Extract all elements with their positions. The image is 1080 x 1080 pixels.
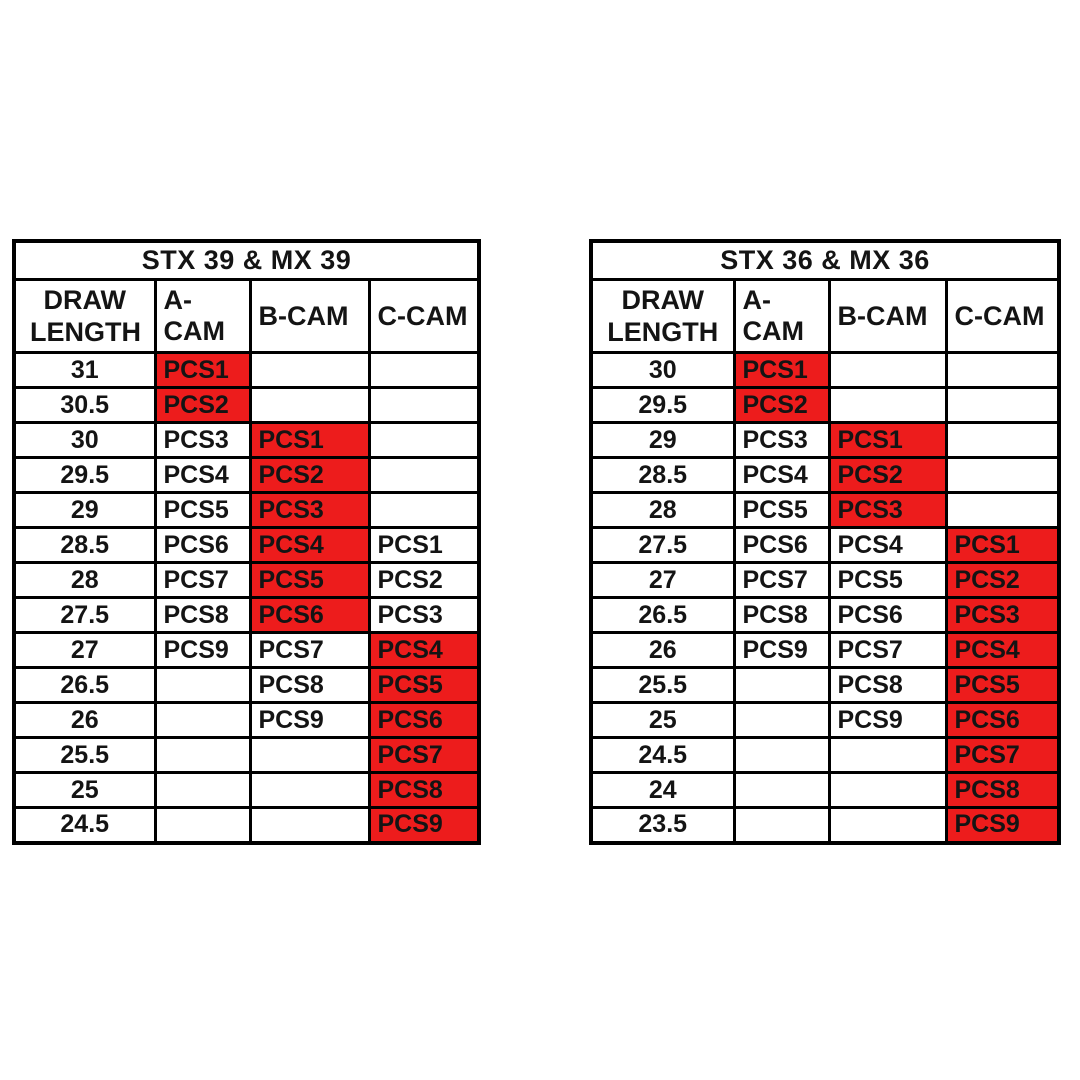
table-row: [14, 423, 479, 458]
table-row: [591, 703, 1059, 738]
draw-length-cell: 30: [591, 353, 734, 388]
draw-length-cell: 28: [591, 493, 734, 528]
table-row: [14, 528, 479, 563]
c-cam-cell-highlighted: PCS1: [946, 528, 1059, 563]
a-cam-cell: [734, 808, 829, 843]
c-cam-cell: PCS3: [369, 598, 479, 633]
a-cam-cell: PCS8: [734, 598, 829, 633]
a-cam-cell: [155, 808, 250, 843]
a-cam-cell: PCS4: [734, 458, 829, 493]
table-row: [14, 598, 479, 633]
b-cam-cell: PCS8: [829, 668, 946, 703]
c-cam-cell: PCS2: [369, 563, 479, 598]
b-cam-cell: PCS7: [250, 633, 369, 668]
c-cam-cell-highlighted: PCS9: [369, 808, 479, 843]
table-row: [14, 633, 479, 668]
table-row: [591, 493, 1059, 528]
col-header-draw-length: DRAW LENGTH: [14, 280, 155, 353]
c-cam-cell: [946, 388, 1059, 423]
draw-length-cell: 26.5: [14, 668, 155, 703]
b-cam-cell: [829, 353, 946, 388]
table-row: [591, 528, 1059, 563]
draw-length-cell: 29: [14, 493, 155, 528]
col-header-c-cam: C-CAM: [369, 280, 479, 353]
b-cam-cell: [250, 738, 369, 773]
draw-length-cell: 27.5: [14, 598, 155, 633]
table-row: [591, 668, 1059, 703]
b-cam-cell-highlighted: PCS5: [250, 563, 369, 598]
a-cam-cell: [734, 703, 829, 738]
a-cam-cell: PCS6: [155, 528, 250, 563]
c-cam-cell-highlighted: PCS4: [369, 633, 479, 668]
draw-length-cell: 30: [14, 423, 155, 458]
b-cam-cell: PCS5: [829, 563, 946, 598]
b-cam-cell: PCS9: [829, 703, 946, 738]
table-title: STX 39 & MX 39: [14, 241, 479, 280]
table-row: [591, 633, 1059, 668]
a-cam-cell: PCS7: [734, 563, 829, 598]
a-cam-cell: PCS7: [155, 563, 250, 598]
table-row: [14, 353, 479, 388]
table-row: [591, 423, 1059, 458]
b-cam-cell-highlighted: PCS1: [829, 423, 946, 458]
table-title-row: [14, 241, 479, 280]
table-row: [591, 388, 1059, 423]
table-row: [591, 738, 1059, 773]
col-header-a-cam: A-CAM: [734, 280, 829, 353]
draw-length-cell: 27: [14, 633, 155, 668]
a-cam-cell: PCS9: [734, 633, 829, 668]
table-row: [591, 598, 1059, 633]
col-header-a-cam: A-CAM: [155, 280, 250, 353]
draw-length-cell: 26.5: [591, 598, 734, 633]
c-cam-cell-highlighted: PCS8: [946, 773, 1059, 808]
col-header-b-cam: B-CAM: [829, 280, 946, 353]
table-row: [14, 668, 479, 703]
c-cam-cell: [369, 458, 479, 493]
table-row: [591, 353, 1059, 388]
draw-length-cell: 28: [14, 563, 155, 598]
a-cam-cell: PCS3: [155, 423, 250, 458]
b-cam-cell: PCS7: [829, 633, 946, 668]
table-row: [591, 773, 1059, 808]
draw-length-cell: 24.5: [591, 738, 734, 773]
b-cam-cell-highlighted: PCS3: [250, 493, 369, 528]
b-cam-cell: [829, 773, 946, 808]
c-cam-cell-highlighted: PCS3: [946, 598, 1059, 633]
draw-length-cell: 25.5: [591, 668, 734, 703]
c-cam-cell-highlighted: PCS7: [369, 738, 479, 773]
draw-length-cell: 26: [14, 703, 155, 738]
col-header-b-cam: B-CAM: [250, 280, 369, 353]
a-cam-cell-highlighted: PCS2: [155, 388, 250, 423]
b-cam-cell-highlighted: PCS6: [250, 598, 369, 633]
table-stx36-mx36: [589, 239, 1061, 845]
a-cam-cell: PCS6: [734, 528, 829, 563]
b-cam-cell: [250, 808, 369, 843]
a-cam-cell-highlighted: PCS1: [155, 353, 250, 388]
draw-length-cell: 29.5: [14, 458, 155, 493]
table-row: [14, 458, 479, 493]
c-cam-cell: [369, 353, 479, 388]
col-header-c-cam: C-CAM: [946, 280, 1059, 353]
table-title: STX 36 & MX 36: [591, 241, 1059, 280]
b-cam-cell: [829, 388, 946, 423]
b-cam-cell-highlighted: PCS2: [829, 458, 946, 493]
draw-length-cell: 31: [14, 353, 155, 388]
draw-length-cell: 29.5: [591, 388, 734, 423]
table-row: [14, 703, 479, 738]
table-header-row: [591, 280, 1059, 353]
b-cam-cell: [829, 738, 946, 773]
c-cam-cell: [946, 493, 1059, 528]
c-cam-cell-highlighted: PCS5: [946, 668, 1059, 703]
c-cam-cell: [946, 458, 1059, 493]
b-cam-cell: PCS8: [250, 668, 369, 703]
draw-length-cell: 25.5: [14, 738, 155, 773]
a-cam-cell: PCS5: [734, 493, 829, 528]
a-cam-cell: [734, 773, 829, 808]
a-cam-cell: PCS4: [155, 458, 250, 493]
draw-length-cell: 23.5: [591, 808, 734, 843]
a-cam-cell: [155, 773, 250, 808]
c-cam-cell-highlighted: PCS5: [369, 668, 479, 703]
table-row: [591, 458, 1059, 493]
b-cam-cell-highlighted: PCS2: [250, 458, 369, 493]
a-cam-cell: [734, 738, 829, 773]
a-cam-cell-highlighted: PCS1: [734, 353, 829, 388]
table-row: [14, 563, 479, 598]
draw-length-cell: 27: [591, 563, 734, 598]
c-cam-cell: [946, 423, 1059, 458]
b-cam-cell: PCS9: [250, 703, 369, 738]
table-row: [14, 388, 479, 423]
table-stx39-mx39: [12, 239, 481, 845]
a-cam-cell: [734, 668, 829, 703]
a-cam-cell: [155, 738, 250, 773]
table-row: [14, 808, 479, 843]
draw-length-cell: 26: [591, 633, 734, 668]
a-cam-cell: PCS5: [155, 493, 250, 528]
c-cam-cell: [369, 423, 479, 458]
col-header-draw-length: DRAW LENGTH: [591, 280, 734, 353]
a-cam-cell: [155, 668, 250, 703]
b-cam-cell: PCS4: [829, 528, 946, 563]
c-cam-cell-highlighted: PCS2: [946, 563, 1059, 598]
draw-length-cell: 25: [14, 773, 155, 808]
c-cam-cell: PCS1: [369, 528, 479, 563]
a-cam-cell: PCS3: [734, 423, 829, 458]
a-cam-cell: PCS9: [155, 633, 250, 668]
c-cam-cell: [369, 388, 479, 423]
draw-length-cell: 28.5: [591, 458, 734, 493]
b-cam-cell: [250, 388, 369, 423]
a-cam-cell: [155, 703, 250, 738]
table-row: [14, 493, 479, 528]
table-row: [591, 808, 1059, 843]
draw-length-cell: 28.5: [14, 528, 155, 563]
c-cam-cell-highlighted: PCS7: [946, 738, 1059, 773]
a-cam-cell-highlighted: PCS2: [734, 388, 829, 423]
table-row: [14, 773, 479, 808]
draw-length-cell: 25: [591, 703, 734, 738]
c-cam-cell-highlighted: PCS6: [369, 703, 479, 738]
table-title-row: [591, 241, 1059, 280]
b-cam-cell: PCS6: [829, 598, 946, 633]
b-cam-cell-highlighted: PCS4: [250, 528, 369, 563]
draw-length-cell: 24: [591, 773, 734, 808]
c-cam-cell-highlighted: PCS9: [946, 808, 1059, 843]
c-cam-cell: [946, 353, 1059, 388]
b-cam-cell-highlighted: PCS3: [829, 493, 946, 528]
table-row: [14, 738, 479, 773]
a-cam-cell: PCS8: [155, 598, 250, 633]
c-cam-cell-highlighted: PCS8: [369, 773, 479, 808]
c-cam-cell-highlighted: PCS4: [946, 633, 1059, 668]
draw-length-cell: 24.5: [14, 808, 155, 843]
b-cam-cell: [250, 773, 369, 808]
c-cam-cell-highlighted: PCS6: [946, 703, 1059, 738]
c-cam-cell: [369, 493, 479, 528]
b-cam-cell-highlighted: PCS1: [250, 423, 369, 458]
b-cam-cell: [829, 808, 946, 843]
b-cam-cell: [250, 353, 369, 388]
table-header-row: [14, 280, 479, 353]
table-row: [591, 563, 1059, 598]
draw-length-cell: 29: [591, 423, 734, 458]
draw-length-cell: 27.5: [591, 528, 734, 563]
draw-length-cell: 30.5: [14, 388, 155, 423]
